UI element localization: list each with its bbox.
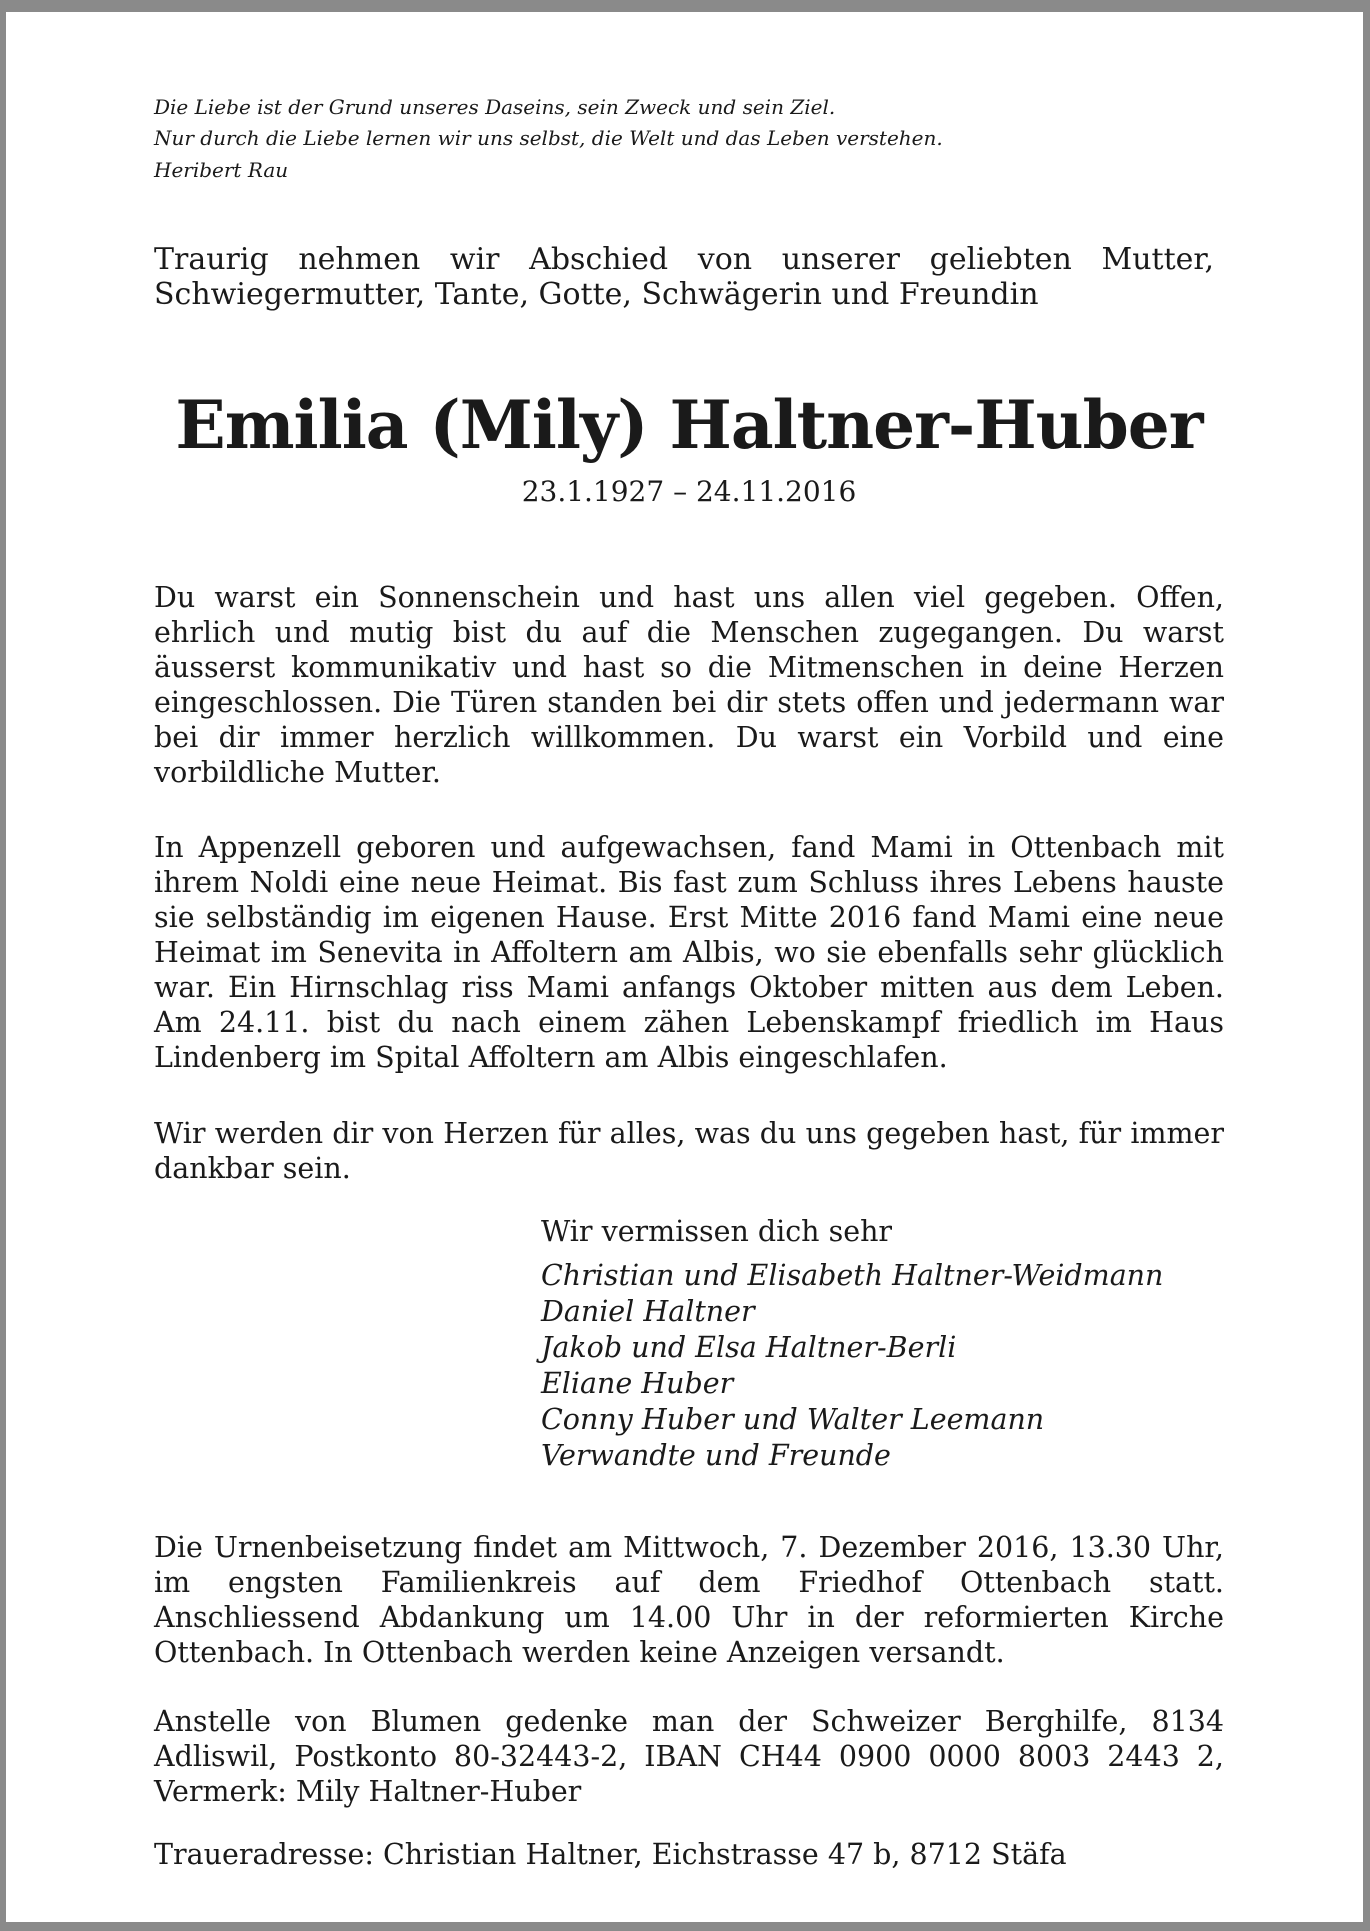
funeral-details: Die Urnenbeisetzung findet am Mittwoch, 7. Dezember 2016, 13.30 Uhr, im engsten Familienkreis auf dem Friedhof Ottenbach statt. Anschliessend Abdankung um 14.00 Uhr in der reformierten Kirche Ottenbach. In Ottenbach werden keine Anzeigen versandt. (154, 1531, 1224, 1669)
epigraph-quote (154, 92, 1254, 186)
tribute-paragraph: Du warst ein Sonnenschein und hast uns allen viel gegeben. Offen, ehrlich und mutig bist du auf die Menschen zugegangen. Du warst äusserst kommunikativ und hast so die Mitmenschen in deine Herzen eingeschlossen. Die Türen standen bei dir stets offen und jedermann war bei dir immer herzlich willkommen. Du warst ein Vorbild und eine vorbildliche Mutter. (154, 581, 1224, 789)
obituary-page (6, 12, 1363, 1922)
life-dates: 23.1.1927 – 24.11.2016 (521, 475, 857, 508)
mourner-entry: Verwandte und Freunde (541, 1439, 891, 1472)
mourner-entry: Christian und Elisabeth Haltner-Weidmann (541, 1259, 1164, 1292)
donation-info: Anstelle von Blumen gedenke man der Schweizer Berghilfe, 8134 Adliswil, Postkonto 80-32443-2, IBAN CH44 0900 0000 8003 2443 2, Vermerk: Mily Haltner-Huber (154, 1705, 1224, 1808)
gratitude-paragraph: Wir werden dir von Herzen für alles, was du uns gegeben hast, für immer dankbar sein. (154, 1117, 1224, 1185)
mourner-entry: Jakob und Elsa Haltner-Berli (541, 1331, 957, 1364)
mourner-entry: Conny Huber und Walter Leemann (541, 1403, 1045, 1436)
quote-author: Heribert Rau (154, 158, 289, 182)
mourners-list (541, 1258, 1261, 1474)
mourner-entry: Daniel Haltner (541, 1295, 755, 1328)
mourning-address: Traueradresse: Christian Haltner, Eichstrasse 47 b, 8712 Stäfa (154, 1838, 1067, 1871)
quote-line: Nur durch die Liebe lernen wir uns selbst, die Welt und das Leben verstehen. (154, 126, 943, 150)
mourner-entry: Eliane Huber (541, 1367, 734, 1400)
biography-paragraph: In Appenzell geboren und aufgewachsen, fand Mami in Ottenbach mit ihrem Noldi eine neue Heimat. Bis fast zum Schluss ihres Lebens hauste sie selbständig im eigenen Hause. Erst Mitte 2016 fand Mami eine neue Heimat im Senevita in Affoltern am Albis, wo sie ebenfalls sehr glücklich war. Ein Hirnschlag riss Mami anfangs Oktober mitten aus dem Leben. Am 24.11. bist du nach einem zähen Lebenskampf friedlich im Haus Lindenberg im Spital Affoltern am Albis eingeschlafen. (154, 831, 1224, 1074)
intro-text: Traurig nehmen wir Abschied von unserer geliebten Mutter, Schwiegermutter, Tante, Gotte, Schwägerin und Freundin (154, 242, 1214, 312)
quote-line: Die Liebe ist der Grund unseres Daseins, sein Zweck und sein Ziel. (154, 95, 836, 119)
deceased-name: Emilia (Mily) Haltner-Huber (175, 386, 1203, 464)
signoff-line: Wir vermissen dich sehr (541, 1215, 893, 1248)
